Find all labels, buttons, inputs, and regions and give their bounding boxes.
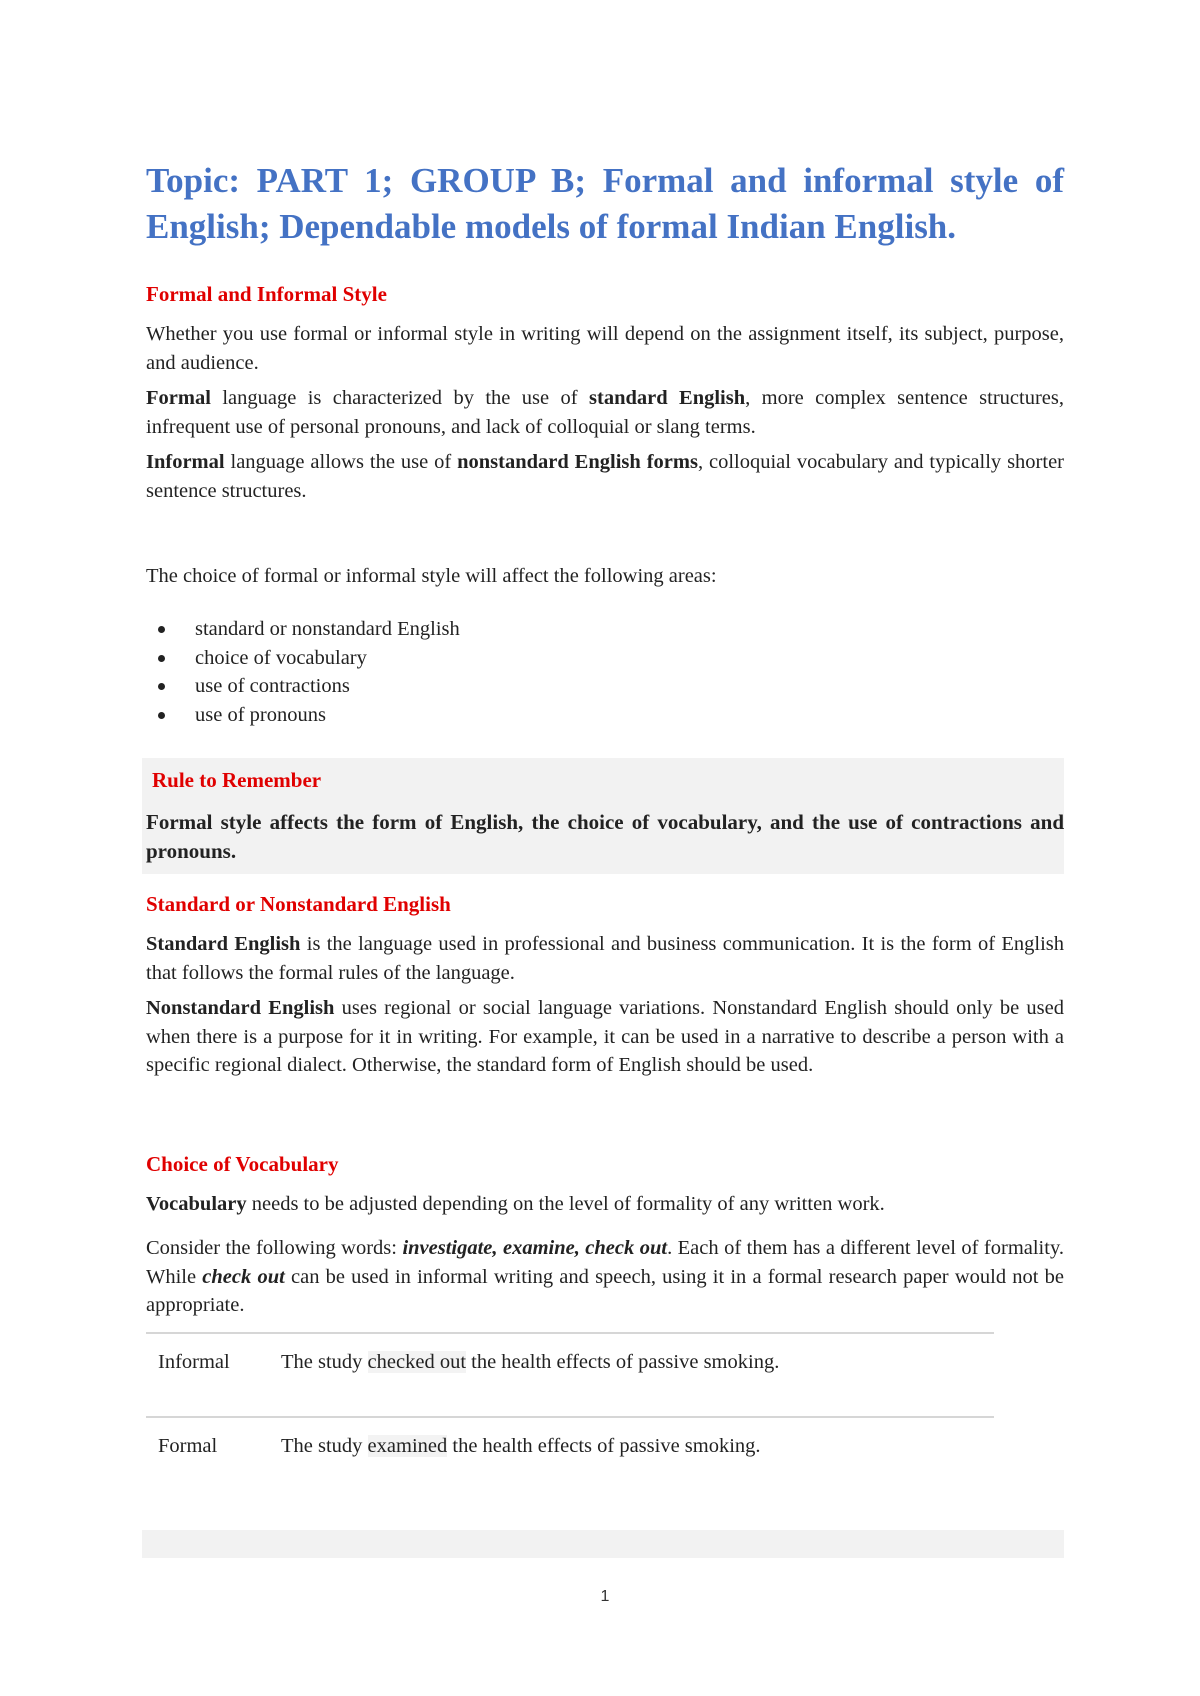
- formal-language-paragraph: [146, 384, 1064, 441]
- example-sentence-informal: [281, 1348, 779, 1376]
- consider-text-b: . Each of them has a different level of formality. While: [146, 1237, 1064, 1288]
- bullet-icon: [158, 626, 165, 633]
- nonstandard-english-paragraph: [146, 994, 1064, 1080]
- consider-text-a: Consider the following words:: [146, 1237, 403, 1259]
- bullet-icon: [158, 683, 165, 690]
- page-number: 1: [600, 1588, 610, 1605]
- example-before: The study: [281, 1435, 368, 1457]
- formal-text-b: , more complex sentence structures, infrequent use of personal pronouns, and lack of colloquial or slang terms.: [146, 387, 1064, 438]
- vocabulary-text: needs to be adjusted depending on the level of formality of any written work.: [246, 1193, 885, 1215]
- example-highlight: examined: [367, 1435, 448, 1457]
- list-item: [146, 615, 460, 644]
- standard-english-paragraph: [146, 930, 1064, 987]
- vocabulary-paragraph: [146, 1190, 1064, 1219]
- list-item: [146, 644, 460, 673]
- example-label-formal: Formal: [158, 1435, 218, 1457]
- choice-paragraph: The choice of formal or informal style will affect the following areas:: [146, 565, 717, 587]
- example-before: The study: [281, 1351, 368, 1373]
- table-divider: [146, 1416, 994, 1418]
- consider-text-c: can be used in informal writing and speech, using it in a formal research paper would not be appropriate.: [146, 1265, 1065, 1316]
- informal-term: Informal: [146, 451, 225, 473]
- shaded-band: [142, 1530, 1064, 1558]
- page-title: Topic: PART 1; GROUP B; Formal and informal style of English; Dependable models of formal Indian English.: [146, 161, 1064, 246]
- vocabulary-term: Vocabulary: [146, 1193, 247, 1215]
- formal-text-a: language is characterized by the use of: [210, 387, 590, 409]
- bullet-icon: [158, 712, 165, 719]
- standard-english-term: standard English: [589, 387, 746, 409]
- list-item-text: choice of vocabulary: [195, 646, 367, 669]
- example-sentence-formal: [281, 1432, 761, 1460]
- heading-standard-nonstandard: Standard or Nonstandard English: [146, 892, 451, 916]
- rule-heading: Rule to Remember: [152, 768, 322, 792]
- check-out-term: check out: [202, 1265, 285, 1288]
- example-highlight: checked out: [367, 1351, 467, 1373]
- areas-list: [146, 615, 460, 729]
- list-item: [146, 672, 460, 701]
- list-item-text: use of contractions: [195, 675, 350, 697]
- example-words: investigate, examine, check out: [402, 1237, 668, 1259]
- consider-words-paragraph: [146, 1234, 1064, 1320]
- bullet-icon: [158, 655, 165, 662]
- informal-text-b: , colloquial vocabulary and typically shorter sentence structures.: [146, 451, 1064, 502]
- example-after: the health effects of passive smoking.: [447, 1435, 761, 1457]
- intro-paragraph: Whether you use formal or informal style in writing will depend on the assignment itself, its subject, purpose, and audience.: [146, 323, 1064, 374]
- nonstandard-english-term: Nonstandard English: [146, 997, 335, 1019]
- rule-text: Formal style affects the form of English, the choice of vocabulary, and the use of contractions and pronouns.: [146, 810, 1064, 863]
- nonstandard-english-text: uses regional or social language variations. Nonstandard English should only be used when there is a purpose for it in writing. For example, it can be used in a narrative to describe a person with a specific regional dialect. Otherwise, the standard form of English should be used.: [146, 997, 1064, 1076]
- standard-english-term: Standard English: [146, 933, 301, 955]
- heading-choice-of-vocabulary: Choice of Vocabulary: [146, 1152, 339, 1176]
- list-item-text: standard or nonstandard English: [195, 618, 460, 640]
- example-after: the health effects of passive smoking.: [466, 1351, 780, 1373]
- example-label-informal: Informal: [158, 1351, 230, 1373]
- informal-language-paragraph: [146, 448, 1064, 505]
- standard-english-text: is the language used in professional and business communication. It is the form of English that follows the formal rules of the language.: [146, 933, 1064, 984]
- formal-term: Formal: [146, 387, 211, 409]
- rule-to-remember-box: [142, 758, 1064, 874]
- list-item-text: use of pronouns: [195, 703, 326, 726]
- table-divider: [146, 1332, 994, 1334]
- list-item: [146, 701, 460, 730]
- nonstandard-forms-term: nonstandard English forms: [457, 451, 698, 473]
- heading-formal-informal-style: Formal and Informal Style: [146, 282, 387, 306]
- informal-text-a: language allows the use of: [224, 451, 458, 473]
